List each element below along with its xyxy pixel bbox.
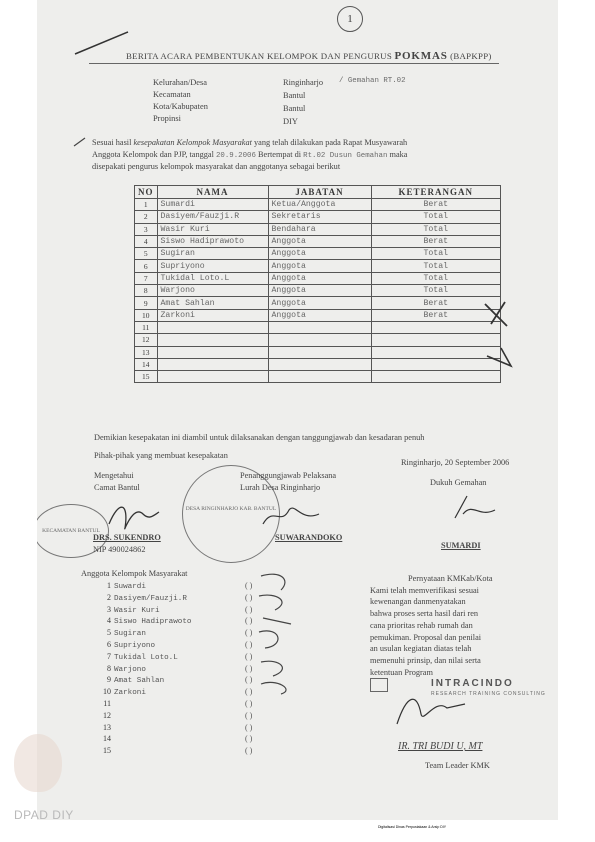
members-table-body bbox=[135, 199, 501, 383]
lurah-name: SUWARANDOKO bbox=[275, 533, 343, 542]
header-keterangan: KETERANGAN bbox=[371, 186, 501, 199]
table-row bbox=[135, 358, 501, 370]
cell-jabatan: Sekretaris bbox=[268, 211, 371, 223]
intro-line-2c: maka bbox=[387, 150, 408, 159]
meeting-date: 20.9.2006 bbox=[215, 152, 256, 160]
cell-nama: Wasir Kuri bbox=[157, 223, 268, 235]
pelaksana-title-2: Lurah Desa Ringinharjo bbox=[240, 483, 321, 492]
cell-jabatan: Ketua/Anggota bbox=[268, 199, 371, 211]
team-leader-name: IR. TRI BUDI U, MT bbox=[398, 741, 483, 752]
cell-no: 5 bbox=[135, 248, 158, 260]
statement-line: Pernyataan KMKab/Kota bbox=[408, 574, 493, 583]
member-signatures bbox=[251, 566, 311, 700]
signature-bracket: ( ) bbox=[245, 710, 253, 720]
title-prefix: BERITA ACARA PEMBENTUKAN KELOMPOK DAN PENGURUS bbox=[126, 51, 395, 61]
member-name: Siswo Hadiprawoto bbox=[114, 618, 192, 627]
title-emphasis: POKMAS bbox=[394, 50, 448, 62]
team-leader-title: Team Leader KMK bbox=[425, 761, 490, 770]
cell-no: 15 bbox=[135, 371, 158, 383]
member-no: 10 bbox=[103, 687, 111, 697]
member-name: Wasir Kuri bbox=[114, 606, 160, 615]
signature-bracket: ( ) bbox=[245, 651, 253, 661]
signature-bracket: ( ) bbox=[245, 592, 253, 602]
signature-bracket: ( ) bbox=[245, 746, 253, 756]
camat-signature bbox=[99, 494, 169, 538]
intro-line-2a: Anggota Kelompok dan PJP, tanggal bbox=[92, 150, 216, 159]
dpad-logo-icon bbox=[14, 734, 62, 792]
kelurahan-value: Ringinharjo bbox=[283, 78, 324, 87]
kecamatan-label: Kecamatan bbox=[153, 90, 191, 99]
lurah-signature bbox=[259, 500, 329, 530]
member-no: 7 bbox=[107, 651, 111, 661]
cell-keterangan: Total bbox=[371, 285, 501, 297]
cell-keterangan: Total bbox=[371, 211, 501, 223]
dusun-value: / Gemahan RT.02 bbox=[339, 77, 406, 85]
cell-no: 6 bbox=[135, 260, 158, 272]
page-number: 1 bbox=[337, 6, 363, 32]
check-mark bbox=[73, 136, 87, 148]
company-logo-icon bbox=[370, 678, 388, 692]
parties-label: Pihak-pihak yang membuat kesepakatan bbox=[94, 451, 228, 460]
cell-jabatan bbox=[268, 371, 371, 383]
cell-nama: Amat Sahlan bbox=[157, 297, 268, 309]
dukuh-name: SUMARDI bbox=[441, 541, 481, 550]
propinsi-value: DIY bbox=[283, 117, 298, 126]
meeting-place: Rt.02 Dusun Gemahan bbox=[303, 152, 388, 160]
document-page bbox=[37, 0, 558, 820]
cell-jabatan bbox=[268, 358, 371, 370]
cell-nama: Siswo Hadiprawoto bbox=[157, 235, 268, 247]
statement-line: pemukiman. Proposal dan penilai bbox=[370, 632, 482, 642]
member-no: 4 bbox=[107, 616, 111, 626]
member-name: Zarkoni bbox=[114, 689, 146, 698]
cell-jabatan: Anggota bbox=[268, 297, 371, 309]
company-name: INTRACINDO bbox=[431, 678, 514, 689]
cell-jabatan: Bendahara bbox=[268, 223, 371, 235]
header-jabatan: JABATAN bbox=[268, 186, 371, 199]
members-label: Anggota Kelompok Masyarakat bbox=[81, 569, 188, 578]
cell-no: 3 bbox=[135, 223, 158, 235]
signature-bracket: ( ) bbox=[245, 639, 253, 649]
camat-stamp-text: KECAMATAN BANTUL bbox=[42, 528, 100, 534]
cell-keterangan: Total bbox=[371, 248, 501, 260]
table-row bbox=[135, 346, 501, 358]
member-no: 8 bbox=[107, 663, 111, 673]
cell-jabatan: Anggota bbox=[268, 309, 371, 321]
signature-bracket: ( ) bbox=[245, 675, 253, 685]
cell-jabatan: Anggota bbox=[268, 260, 371, 272]
cell-nama: Tukidal Loto.L bbox=[157, 272, 268, 284]
cell-keterangan: Berat bbox=[371, 199, 501, 211]
member-no: 3 bbox=[107, 604, 111, 614]
member-name: Amat Sahlan bbox=[114, 677, 165, 686]
table-row bbox=[135, 223, 501, 235]
kota-value: Bantul bbox=[283, 104, 306, 113]
intro-line-2b: Bertempat di bbox=[255, 150, 304, 159]
cell-no: 10 bbox=[135, 309, 158, 321]
cell-no: 4 bbox=[135, 235, 158, 247]
cell-nama bbox=[157, 371, 268, 383]
cell-jabatan bbox=[268, 346, 371, 358]
document-title bbox=[126, 50, 492, 62]
member-name: Supriyono bbox=[114, 641, 156, 650]
cell-no: 7 bbox=[135, 272, 158, 284]
cell-jabatan: Anggota bbox=[268, 285, 371, 297]
cell-no: 14 bbox=[135, 358, 158, 370]
member-no: 15 bbox=[103, 746, 111, 756]
signature-bracket: ( ) bbox=[245, 663, 253, 673]
footer-caption: Digitalisasi Dinas Perpustakaan & Arsip DIY bbox=[378, 825, 447, 829]
list-item bbox=[97, 733, 287, 745]
member-no: 9 bbox=[107, 675, 111, 685]
member-no: 11 bbox=[103, 698, 111, 708]
table-header-row bbox=[135, 186, 501, 199]
pen-stroke bbox=[73, 28, 133, 58]
table-row bbox=[135, 260, 501, 272]
member-no: 5 bbox=[107, 628, 111, 638]
table-row bbox=[135, 285, 501, 297]
cell-keterangan: Berat bbox=[371, 309, 501, 321]
statement-line: Kami telah memverifikasi sesuai bbox=[370, 585, 479, 595]
table-row bbox=[135, 248, 501, 260]
signature-bracket: ( ) bbox=[245, 581, 253, 590]
pelaksana-title-1: Penanggungjawab Pelaksana bbox=[240, 471, 337, 480]
cell-nama bbox=[157, 334, 268, 346]
dukuh-title: Dukuh Gemahan bbox=[430, 478, 487, 487]
table-row bbox=[135, 297, 501, 309]
cell-no: 9 bbox=[135, 297, 158, 309]
propinsi-label: Propinsi bbox=[153, 114, 181, 123]
watermark: DPAD DIY bbox=[14, 808, 74, 822]
cell-no: 8 bbox=[135, 285, 158, 297]
cell-nama: Sumardi bbox=[157, 199, 268, 211]
intro-line-3: disepakati pengurus kelompok masyarakat dan anggotanya sebagai berikut bbox=[92, 162, 341, 171]
statement-line: memenuhi prinsip, dan nilai serta bbox=[370, 655, 481, 665]
table-row bbox=[135, 371, 501, 383]
kecamatan-value: Bantul bbox=[283, 91, 306, 100]
intro-line-1b: yang telah dilakukan pada Rapat Musyawarah bbox=[251, 138, 408, 147]
title-underline bbox=[89, 63, 499, 64]
cell-nama bbox=[157, 358, 268, 370]
intro-line-2 bbox=[92, 150, 407, 160]
intro-line-1 bbox=[92, 138, 407, 147]
header-nama: NAMA bbox=[157, 186, 268, 199]
member-name: Tukidal Loto.L bbox=[114, 653, 178, 662]
header-no: NO bbox=[135, 186, 158, 199]
table-row bbox=[135, 321, 501, 333]
cell-jabatan bbox=[268, 321, 371, 333]
table-row bbox=[135, 235, 501, 247]
cell-no: 11 bbox=[135, 321, 158, 333]
table-row bbox=[135, 334, 501, 346]
place-date: Ringinharjo, 20 September 2006 bbox=[401, 458, 510, 467]
cell-keterangan: Total bbox=[371, 272, 501, 284]
cell-jabatan bbox=[268, 334, 371, 346]
member-no: 13 bbox=[103, 722, 111, 732]
kelurahan-label: Kelurahan/Desa bbox=[153, 78, 207, 87]
member-name: Sugiran bbox=[114, 630, 146, 639]
kota-label: Kota/Kabupaten bbox=[153, 102, 208, 111]
list-item bbox=[97, 722, 287, 734]
member-no: 12 bbox=[103, 710, 111, 720]
table-row bbox=[135, 309, 501, 321]
statement-line: cana prioritas rehab rumah dan bbox=[370, 620, 473, 630]
camat-title: Camat Bantul bbox=[94, 483, 140, 492]
dukuh-signature bbox=[449, 492, 503, 524]
signature-bracket: ( ) bbox=[245, 687, 253, 697]
margin-marks bbox=[477, 296, 517, 376]
cell-jabatan: Anggota bbox=[268, 235, 371, 247]
signature-bracket: ( ) bbox=[245, 604, 253, 614]
mengetahui-label: Mengetahui bbox=[94, 471, 134, 480]
cell-nama: Zarkoni bbox=[157, 309, 268, 321]
intro-line-1-italic: kesepakatan Kelompok Masyarakat bbox=[133, 138, 252, 147]
table-row bbox=[135, 272, 501, 284]
kmk-statement bbox=[370, 573, 493, 678]
member-no: 1 bbox=[107, 581, 111, 590]
cell-keterangan: Berat bbox=[371, 235, 501, 247]
statement-line: bahwa proses serta hasil dari ren bbox=[370, 609, 479, 619]
statement-line: ketentuan Program bbox=[370, 667, 433, 677]
member-name: Suwardi bbox=[114, 583, 146, 591]
member-name: Dasiyem/Fauzji.R bbox=[114, 594, 187, 603]
members-table bbox=[134, 185, 501, 383]
statement-line: kewenangan danmenyatakan bbox=[370, 597, 466, 607]
camat-name: DRS. SUKENDRO bbox=[93, 533, 161, 542]
company-subtitle: RESEARCH TRAINING CONSULTING bbox=[431, 691, 546, 697]
cell-keterangan: Total bbox=[371, 260, 501, 272]
lurah-stamp-text: DESA RINGINHARJO KAB. BANTUL bbox=[185, 506, 277, 512]
signature-bracket: ( ) bbox=[245, 698, 253, 708]
signature-bracket: ( ) bbox=[245, 628, 253, 638]
cell-nama bbox=[157, 321, 268, 333]
cell-nama: Supriyono bbox=[157, 260, 268, 272]
table-row bbox=[135, 199, 501, 211]
camat-nip: NIP 490024862 bbox=[93, 545, 146, 554]
cell-no: 1 bbox=[135, 199, 158, 211]
team-leader-signature bbox=[391, 684, 471, 734]
member-no: 2 bbox=[107, 592, 111, 602]
list-item bbox=[97, 745, 287, 757]
cell-jabatan: Anggota bbox=[268, 272, 371, 284]
cell-no: 12 bbox=[135, 334, 158, 346]
list-item bbox=[97, 710, 287, 722]
signature-bracket: ( ) bbox=[245, 616, 253, 626]
title-suffix: (BAPKPP) bbox=[447, 51, 492, 61]
cell-keterangan: Berat bbox=[371, 297, 501, 309]
member-no: 14 bbox=[103, 734, 111, 744]
signature-bracket: ( ) bbox=[245, 722, 253, 732]
intro-line-1a: Sesuai hasil bbox=[92, 138, 134, 147]
table-row bbox=[135, 211, 501, 223]
cell-nama: Warjono bbox=[157, 285, 268, 297]
cell-no: 13 bbox=[135, 346, 158, 358]
signature-bracket: ( ) bbox=[245, 734, 253, 744]
cell-nama: Sugiran bbox=[157, 248, 268, 260]
cell-jabatan: Anggota bbox=[268, 248, 371, 260]
cell-keterangan: Total bbox=[371, 223, 501, 235]
cell-no: 2 bbox=[135, 211, 158, 223]
statement-line: an usulan kegiatan diatas telah bbox=[370, 644, 472, 654]
cell-nama bbox=[157, 346, 268, 358]
member-no: 6 bbox=[107, 639, 111, 649]
closing-statement: Demikian kesepakatan ini diambil untuk dilaksanakan dengan tanggungjawab dan kesadaran penuh bbox=[94, 433, 425, 442]
member-name: Warjono bbox=[114, 665, 146, 674]
cell-nama: Dasiyem/Fauzji.R bbox=[157, 211, 268, 223]
